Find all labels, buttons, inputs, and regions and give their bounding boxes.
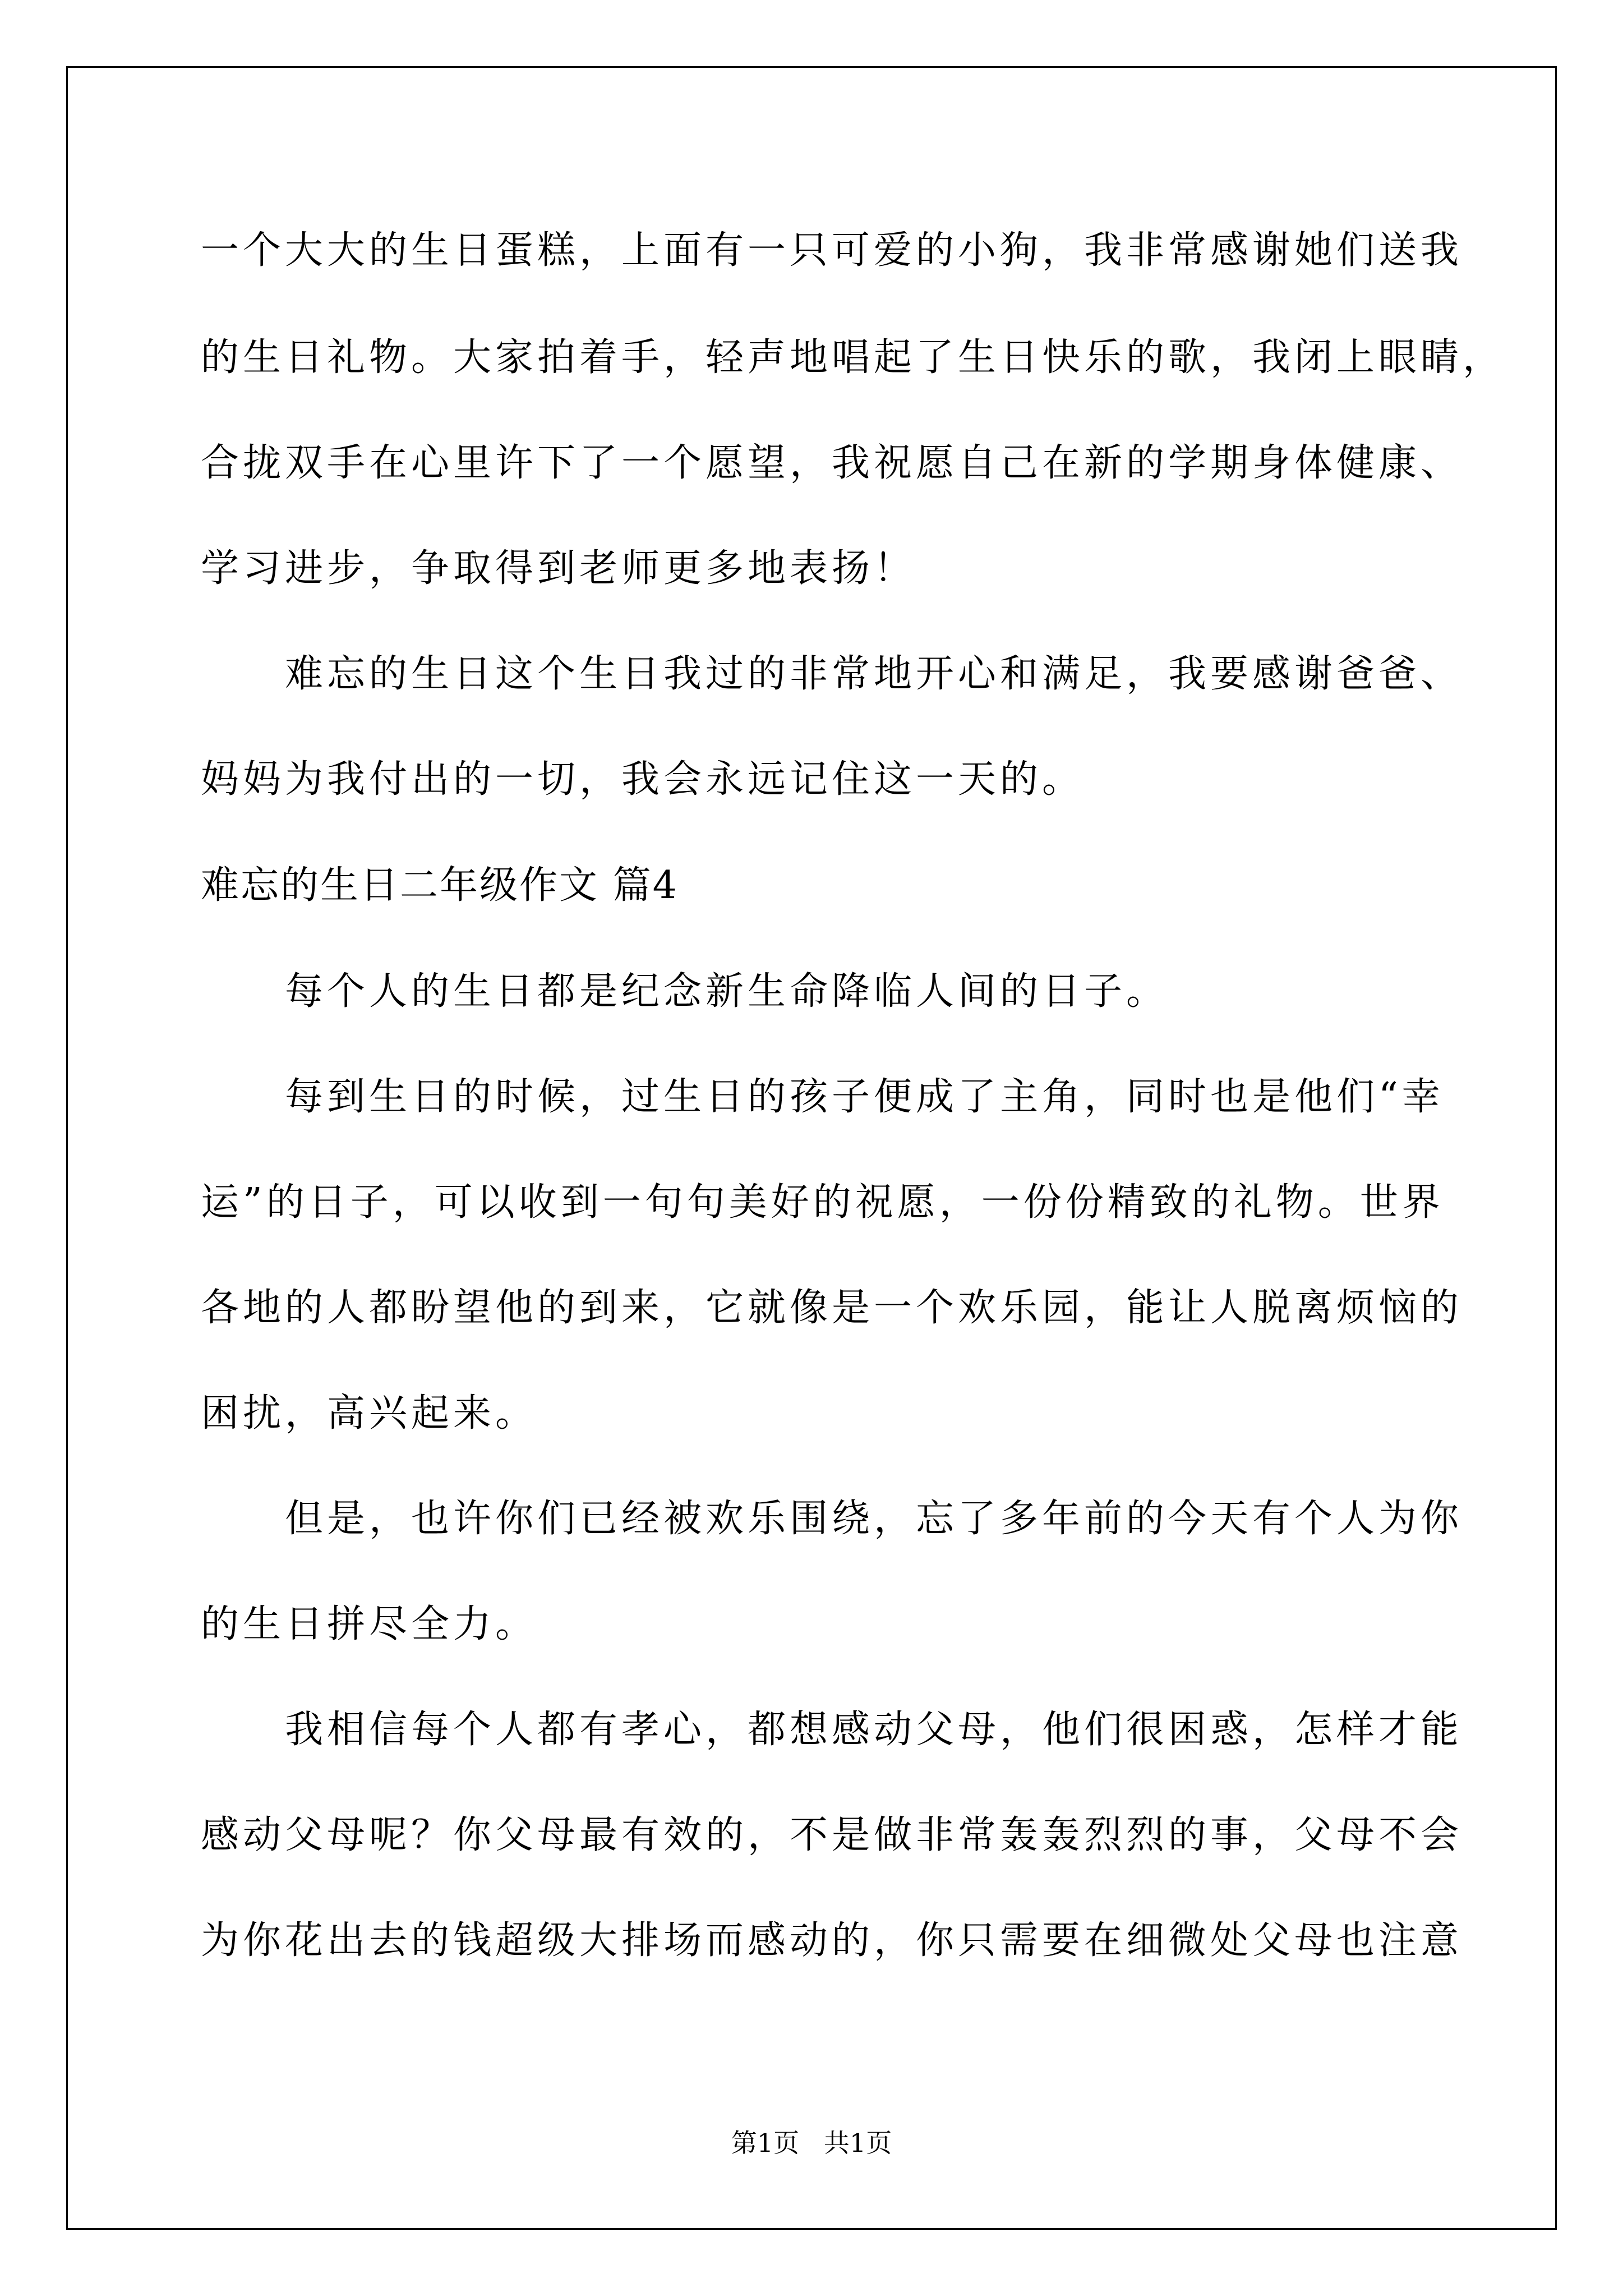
- text-line: 难忘的生日这个生日我过的非常地开心和满足，我要感谢爸爸、: [201, 652, 1463, 696]
- text-line: 但是，也许你们已经被欢乐围绕，忘了多年前的今天有个人为你: [201, 1497, 1463, 1541]
- text-line: 我相信每个人都有孝心，都想感动父母，他们很困惑，怎样才能: [201, 1708, 1463, 1752]
- text-line: 一个大大的生日蛋糕，上面有一只可爱的小狗，我非常感谢她们送我: [201, 228, 1463, 273]
- text-line: 的生日拼尽全力。: [201, 1602, 538, 1646]
- text-line: 为你花出去的钱超级大排场而感动的，你只需要在细微处父母也注意: [201, 1918, 1463, 1963]
- text-line: 的生日礼物。大家拍着手，轻声地唱起了生日快乐的歌，我闭上眼睛，: [201, 335, 1505, 380]
- text-line: 运”的日子，可以收到一句句美好的祝愿，一份份精致的礼物。世界: [201, 1180, 1444, 1225]
- document-body: [201, 209, 1505, 1994]
- text-line: 学习进步，争取得到老师更多地表扬！: [201, 546, 916, 591]
- text-line: 妈妈为我付出的一切，我会永远记住这一天的。: [201, 757, 1085, 802]
- text-line: 感动父母呢？你父母最有效的，不是做非常轰轰烈烈的事，父母不会: [201, 1813, 1463, 1857]
- text-line: 各地的人都盼望他的到来，它就像是一个欢乐园，能让人脱离烦恼的: [201, 1286, 1463, 1330]
- section-heading: 难忘的生日二年级作文 篇4: [201, 863, 679, 908]
- text-line: 困扰，高兴起来。: [201, 1391, 538, 1435]
- text-line: 合拢双手在心里许下了一个愿望，我祝愿自己在新的学期身体健康、: [201, 441, 1463, 485]
- text-line: 每到生日的时候，过生日的孩子便成了主角，同时也是他们“幸: [201, 1075, 1444, 1119]
- page-footer: 第1页 共1页: [731, 2128, 892, 2158]
- text-line: 每个人的生日都是纪念新生命降临人间的日子。: [201, 969, 1169, 1014]
